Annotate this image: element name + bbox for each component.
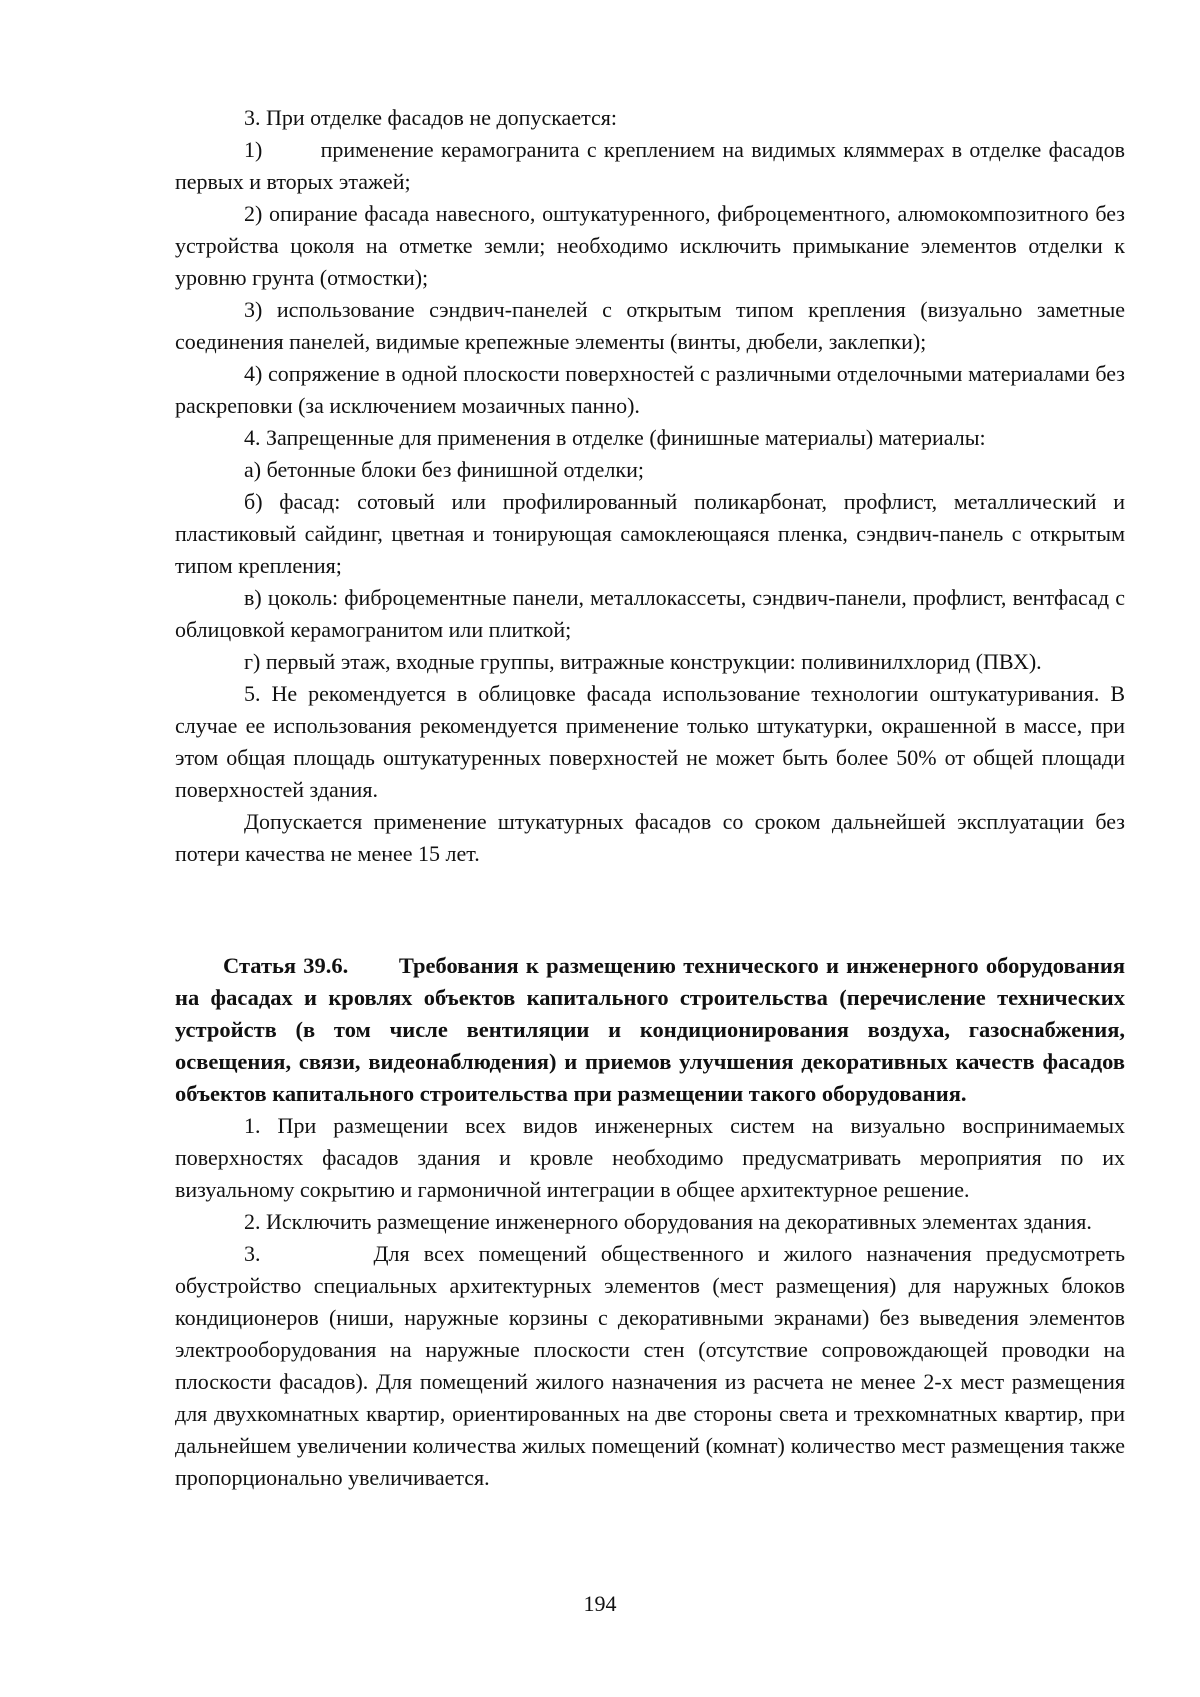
paragraph-5-note: Допускается применение штукатурных фасадов со сроком дальнейшей эксплуатации без потери качества не менее 15 лет. <box>175 809 1125 866</box>
page-number: 194 <box>583 1591 617 1616</box>
section-paragraph-1: 1. При размещении всех видов инженерных систем на визуально воспринимаемых поверхностях фасадов здания и кровле необходимо предусматривать мероприятия по их визуальному сокрытию и гармоничной интеграции в общее архитектурное решение. <box>175 1113 1125 1202</box>
section-paragraph-2: 2. Исключить размещение инженерного оборудования на декоративных элементах здания. <box>244 1209 1092 1234</box>
paragraph-4: 4. Запрещенные для применения в отделке (финишные материалы) материалы: <box>244 425 986 450</box>
paragraph-4-item-a: а) бетонные блоки без финишной отделки; <box>244 457 644 482</box>
paragraph-4-item-g: г) первый этаж, входные группы, витражные конструкции: поливинилхлорид (ПВХ). <box>244 649 1042 674</box>
paragraph-3: 3. При отделке фасадов не допускается: <box>244 105 617 130</box>
section-heading: Статья 39.6. Требования к размещению технического и инженерного оборудования на фасадах и кровлях объектов капитального строительства (перечисление технических устройств (в том числе вентиляции и кондиционирования воздуха, газоснабжения, освещения, связи, видеонаблюдения) и приемов улучшения декоративных качеств фасадов объектов капитального строительства при размещении такого оборудования. <box>175 953 1125 1106</box>
paragraph-3-item-2: 2) опирание фасада навесного, оштукатуренного, фиброцементного, алюмокомпозитного без устройства цоколя на отметке земли; необходимо исключить примыкание элементов отделки к уровню грунта (отмостки); <box>175 201 1125 290</box>
paragraph-5: 5. Не рекомендуется в облицовке фасада использование технологии оштукатуривания. В случае ее использования рекомендуется применение только штукатурки, окрашенной в массе, при этом общая площадь оштукатуренных поверхностей не может быть более 50% от общей площади поверхностей здания. <box>175 681 1125 802</box>
page-content <box>175 102 1125 1494</box>
paragraph-3-item-1: 1) применение керамогранита с креплением на видимых кляммерах в отделке фасадов первых и вторых этажей; <box>175 137 1125 194</box>
paragraph-3-item-4: 4) сопряжение в одной плоскости поверхностей с различными отделочными материалами без раскреповки (за исключением мозаичных панно). <box>175 361 1125 418</box>
paragraph-4-item-b: б) фасад: сотовый или профилированный поликарбонат, профлист, металлический и пластиковый сайдинг, цветная и тонирующая самоклеющаяся пленка, сэндвич-панель с открытым типом крепления; <box>175 489 1125 578</box>
paragraph-3-item-3: 3) использование сэндвич-панелей с открытым типом крепления (визуально заметные соединения панелей, видимые крепежные элементы (винты, дюбели, заклепки); <box>175 297 1125 354</box>
section-paragraph-3: 3. Для всех помещений общественного и жилого назначения предусмотреть обустройство специальных архитектурных элементов (мест размещения) для наружных блоков кондиционеров (ниши, наружные корзины с декоративными экранами) без выведения элементов электрооборудования на наружные плоскости стен (отсутствие сопровождающей проводки на плоскости фасадов). Для помещений жилого назначения из расчета не менее 2-х мест размещения для двухкомнатных квартир, ориентированных на две стороны света и трехкомнатных квартир, при дальнейшем увеличении количества жилых помещений (комнат) количество мест размещения также пропорционально увеличивается. <box>175 1241 1125 1490</box>
paragraph-4-item-v: в) цоколь: фиброцементные панели, металлокассеты, сэндвич-панели, профлист, вентфасад с облицовкой керамогранитом или плиткой; <box>175 585 1125 642</box>
